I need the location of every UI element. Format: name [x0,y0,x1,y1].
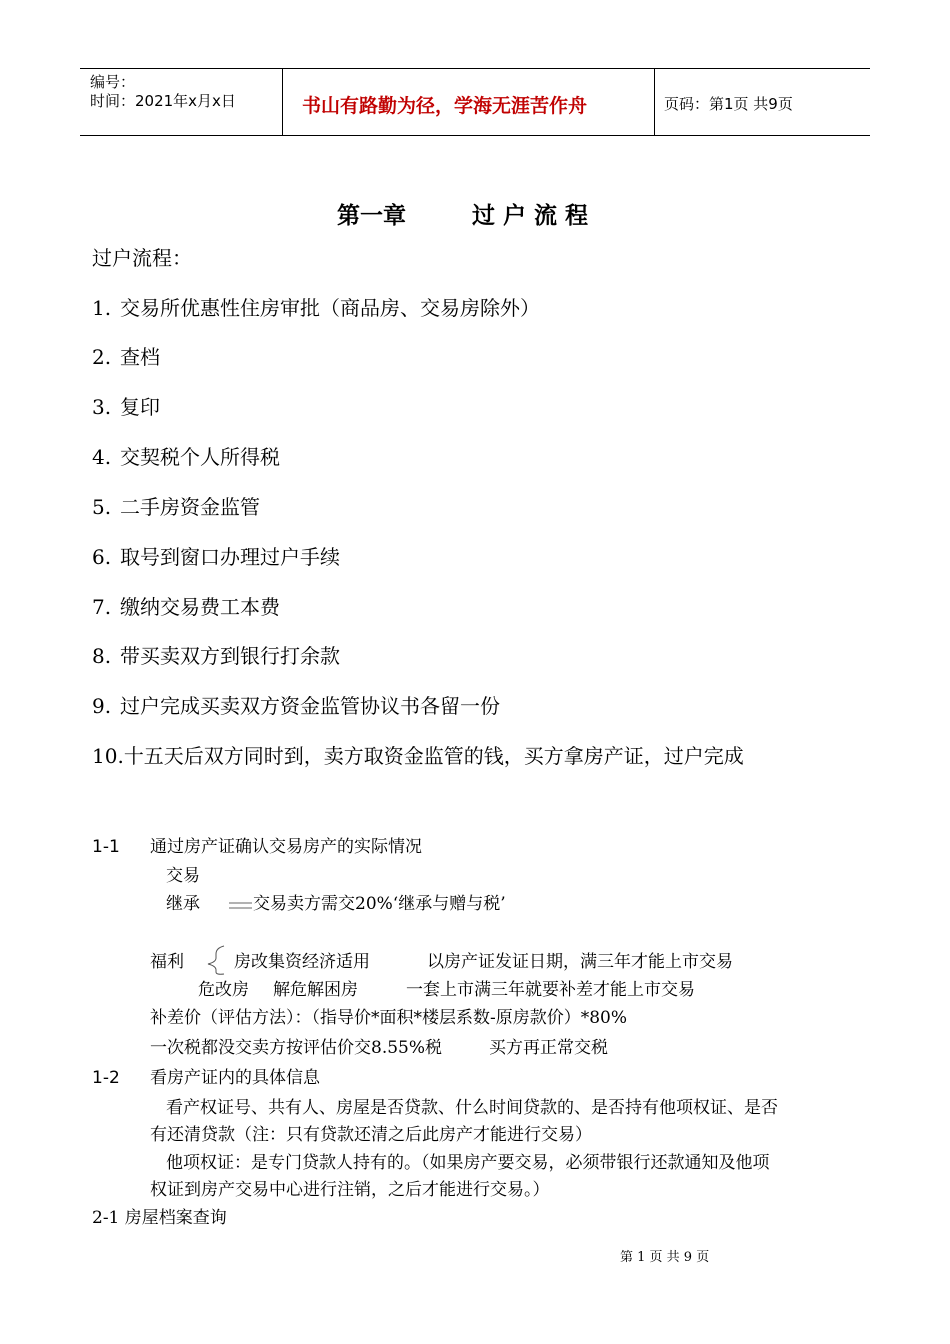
process-step [92,343,160,371]
step-text: 二手房资金监管 [120,495,260,519]
step-text: 取号到窗口办理过户手续 [120,545,340,569]
step-text: 交易所优惠性住房审批（商品房、交易房除外） [120,296,540,320]
inherit-note: 交易卖方需交20%‘继承与赠与税’ [253,894,506,914]
process-step [92,443,280,471]
step-text: 查档 [120,345,160,369]
header-divider-right [654,68,655,135]
step-text: 带买卖双方到银行打余款 [120,644,340,668]
step-number: 3. [92,395,112,419]
welfare-type-b: 危改房 [198,980,249,1000]
step-text: 交契税个人所得税 [120,445,280,469]
chapter-title-prefix: 第一章 [337,203,406,229]
welfare-type-a: 房改集资经济适用 [234,952,370,972]
step-text: 缴纳交易费工本费 [120,595,280,619]
step-number: 8. [92,644,112,668]
step-number: 6. [92,545,112,569]
header-number-label: 编号： [90,73,136,91]
tax-note-buyer: 买方再正常交税 [489,1038,608,1058]
step-number: 4. [92,445,112,469]
step-number: 10. [92,744,124,768]
paragraph-line: 权证到房产交易中心进行注销，之后才能进行交易。） [150,1180,550,1200]
step-number: 9. [92,694,112,718]
item-welfare: 福利 [150,952,184,972]
process-step [92,692,500,720]
process-step [92,742,744,770]
section-1-2-number: 1-2 [92,1068,120,1088]
process-step [92,642,340,670]
process-step [92,593,280,621]
item-inherit: 继承 [166,894,200,914]
section-1-1-title: 通过房产证确认交易房产的实际情况 [150,837,422,857]
welfare-type-b2: 解危解困房 [273,980,358,1000]
step-number: 5. [92,495,112,519]
process-heading: 过户流程： [92,246,192,270]
header-divider-left [282,68,283,135]
paragraph-line: 有还清贷款（注：只有贷款还清之后此房产才能进行交易） [150,1125,592,1145]
process-step [92,493,260,521]
step-number: 2. [92,345,112,369]
item-trade: 交易 [166,866,200,886]
paragraph-line: 看产权证号、共有人、房屋是否贷款、什么时间贷款的、是否持有他项权证、是否 [166,1098,778,1118]
page-footer: 第 1 页 共 9 页 [620,1250,710,1265]
step-number: 1. [92,296,112,320]
welfare-type-a-note: 以房产证发证日期，满三年才能上市交易 [427,952,733,972]
step-number: 7. [92,595,112,619]
step-text: 复印 [120,395,160,419]
tax-note: 一次税都没交卖方按评估价交8.55%税 [150,1038,443,1058]
header-date-label: 时间：2021年x月x日 [90,92,236,110]
connector-line [228,900,254,912]
paragraph-line: 他项权证：是专门贷款人持有的。（如果房产要交易，必须带银行还款通知及他项 [166,1153,770,1173]
section-1-2-title: 看房产证内的具体信息 [150,1068,320,1088]
process-step [92,294,540,322]
section-2-1-title: 2-1 房屋档案查询 [92,1208,227,1228]
step-text: 过户完成买卖双方资金监管协议书各留一份 [120,694,500,718]
price-diff-formula: 补差价（评估方法）：（指导价*面积*楼层系数-原房款价）*80% [150,1008,628,1028]
chapter-title-main: 过 户 流 程 [472,203,589,229]
header-motto: 书山有路勤为径，学海无涯苦作舟 [302,95,588,117]
header-top-border [80,68,870,69]
process-step [92,543,340,571]
step-text: 十五天后双方同时到，卖方取资金监管的钱，买方拿房产证，过户完成 [123,744,744,768]
header-page-label: 页码：第1页 共9页 [664,95,793,113]
brace-icon [204,944,226,976]
section-1-1-number: 1-1 [92,837,120,857]
welfare-type-b-note: 一套上市满三年就要补差才能上市交易 [406,980,695,1000]
header-bottom-border [80,135,870,136]
process-step [92,393,160,421]
